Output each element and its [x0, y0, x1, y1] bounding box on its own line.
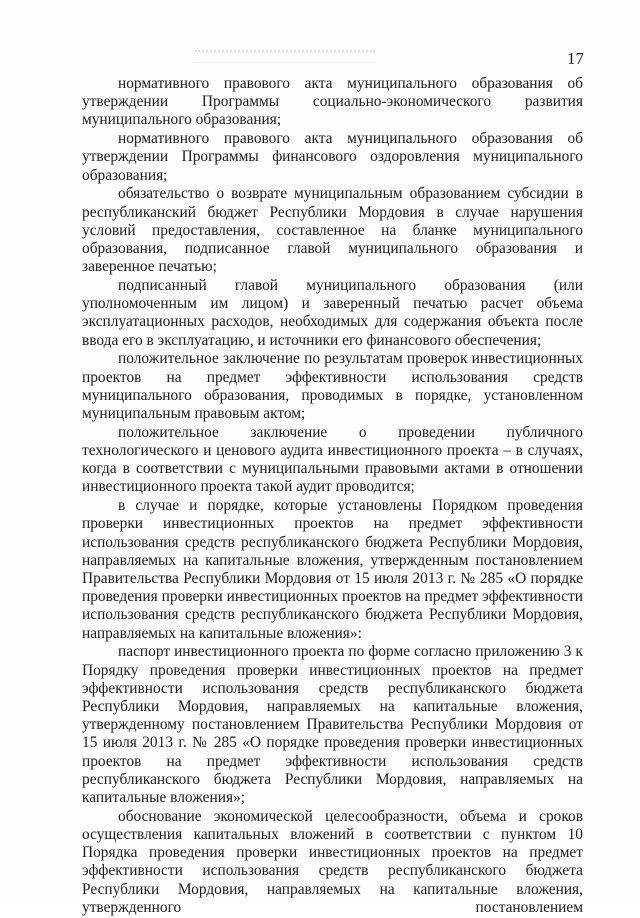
paragraph: положительное заключение по результатам проверок инвестиционных проектов на предмет эффективности использования средств муниципального образования, проводимых в порядке, установленном муниципальным правовым актом; — [82, 350, 583, 423]
paragraph: паспорт инвестиционного проекта по форме согласно приложению 3 к Порядку проведения проверки инвестиционных проектов на предмет эффективности использования средств республиканского бюджета Республики Мордовия, направляемых на капитальные вложения, утвержденному постановлением Правительства Республики Мордовия от 15 июля 2013 г. № 285 «О порядке проведения проверки инвестиционных проектов на предмет эффективности использования средств республиканского бюджета Республики Мордовия, направляемых на капитальные вложения»; — [82, 643, 583, 807]
faint-header-mark — [195, 50, 375, 63]
paragraph: нормативного правового акта муниципального образования об утверждении Программы социально-экономического развития муниципального образования; — [82, 75, 583, 129]
document-body — [82, 75, 583, 918]
paragraph: обоснование экономической целесообразности, объема и сроков осуществления капитальных вложений в соответствии с пунктом 10 Порядка проведения проверки инвестиционных проектов на предмет эффективности использования средств республиканского бюджета Республики Мордовия, направляемых на капитальные вложения, утвержденного постановлением — [82, 807, 583, 916]
paragraph: положительное заключение о проведении публичного технологического и ценового аудита инвестиционного проекта – в случаях, когда в соответствии с муниципальными правовыми актами в отношении инвестиционного проекта такой аудит проводится; — [82, 423, 583, 496]
paragraph: подписанный главой муниципального образования (или уполномоченным им лицом) и заверенный печатью расчет объема эксплуатационных расходов, необходимых для содержания объекта после ввода его в эксплуатацию, и источники его финансового обеспечения; — [82, 277, 583, 349]
paragraph: нормативного правового акта муниципального образования об утверждении Программы финансового оздоровления муниципального образования; — [82, 130, 583, 184]
paragraph: обязательство о возврате муниципальным образованием субсидии в республиканский бюджет Республики Мордовия в случае нарушения условий предоставления, составленное на бланке муниципального образования, подписанное главой муниципального образования и заверенное печатью; — [82, 185, 583, 276]
page-number: 17 — [567, 49, 584, 68]
paragraph: в случае и порядке, которые установлены Порядком проведения проверки инвестиционных проектов на предмет эффективности использования средств республиканского бюджета Республики Мордовия, направляемых на капитальные вложения, утвержденным постановлением Правительства Республики Мордовия от 15 июля 2013 г. № 285 «О порядке проведения проверки инвестиционных проектов на предмет эффективности использования средств республиканского бюджета Республики Мордовия, направляемых на капитальные вложения»: — [82, 497, 583, 642]
